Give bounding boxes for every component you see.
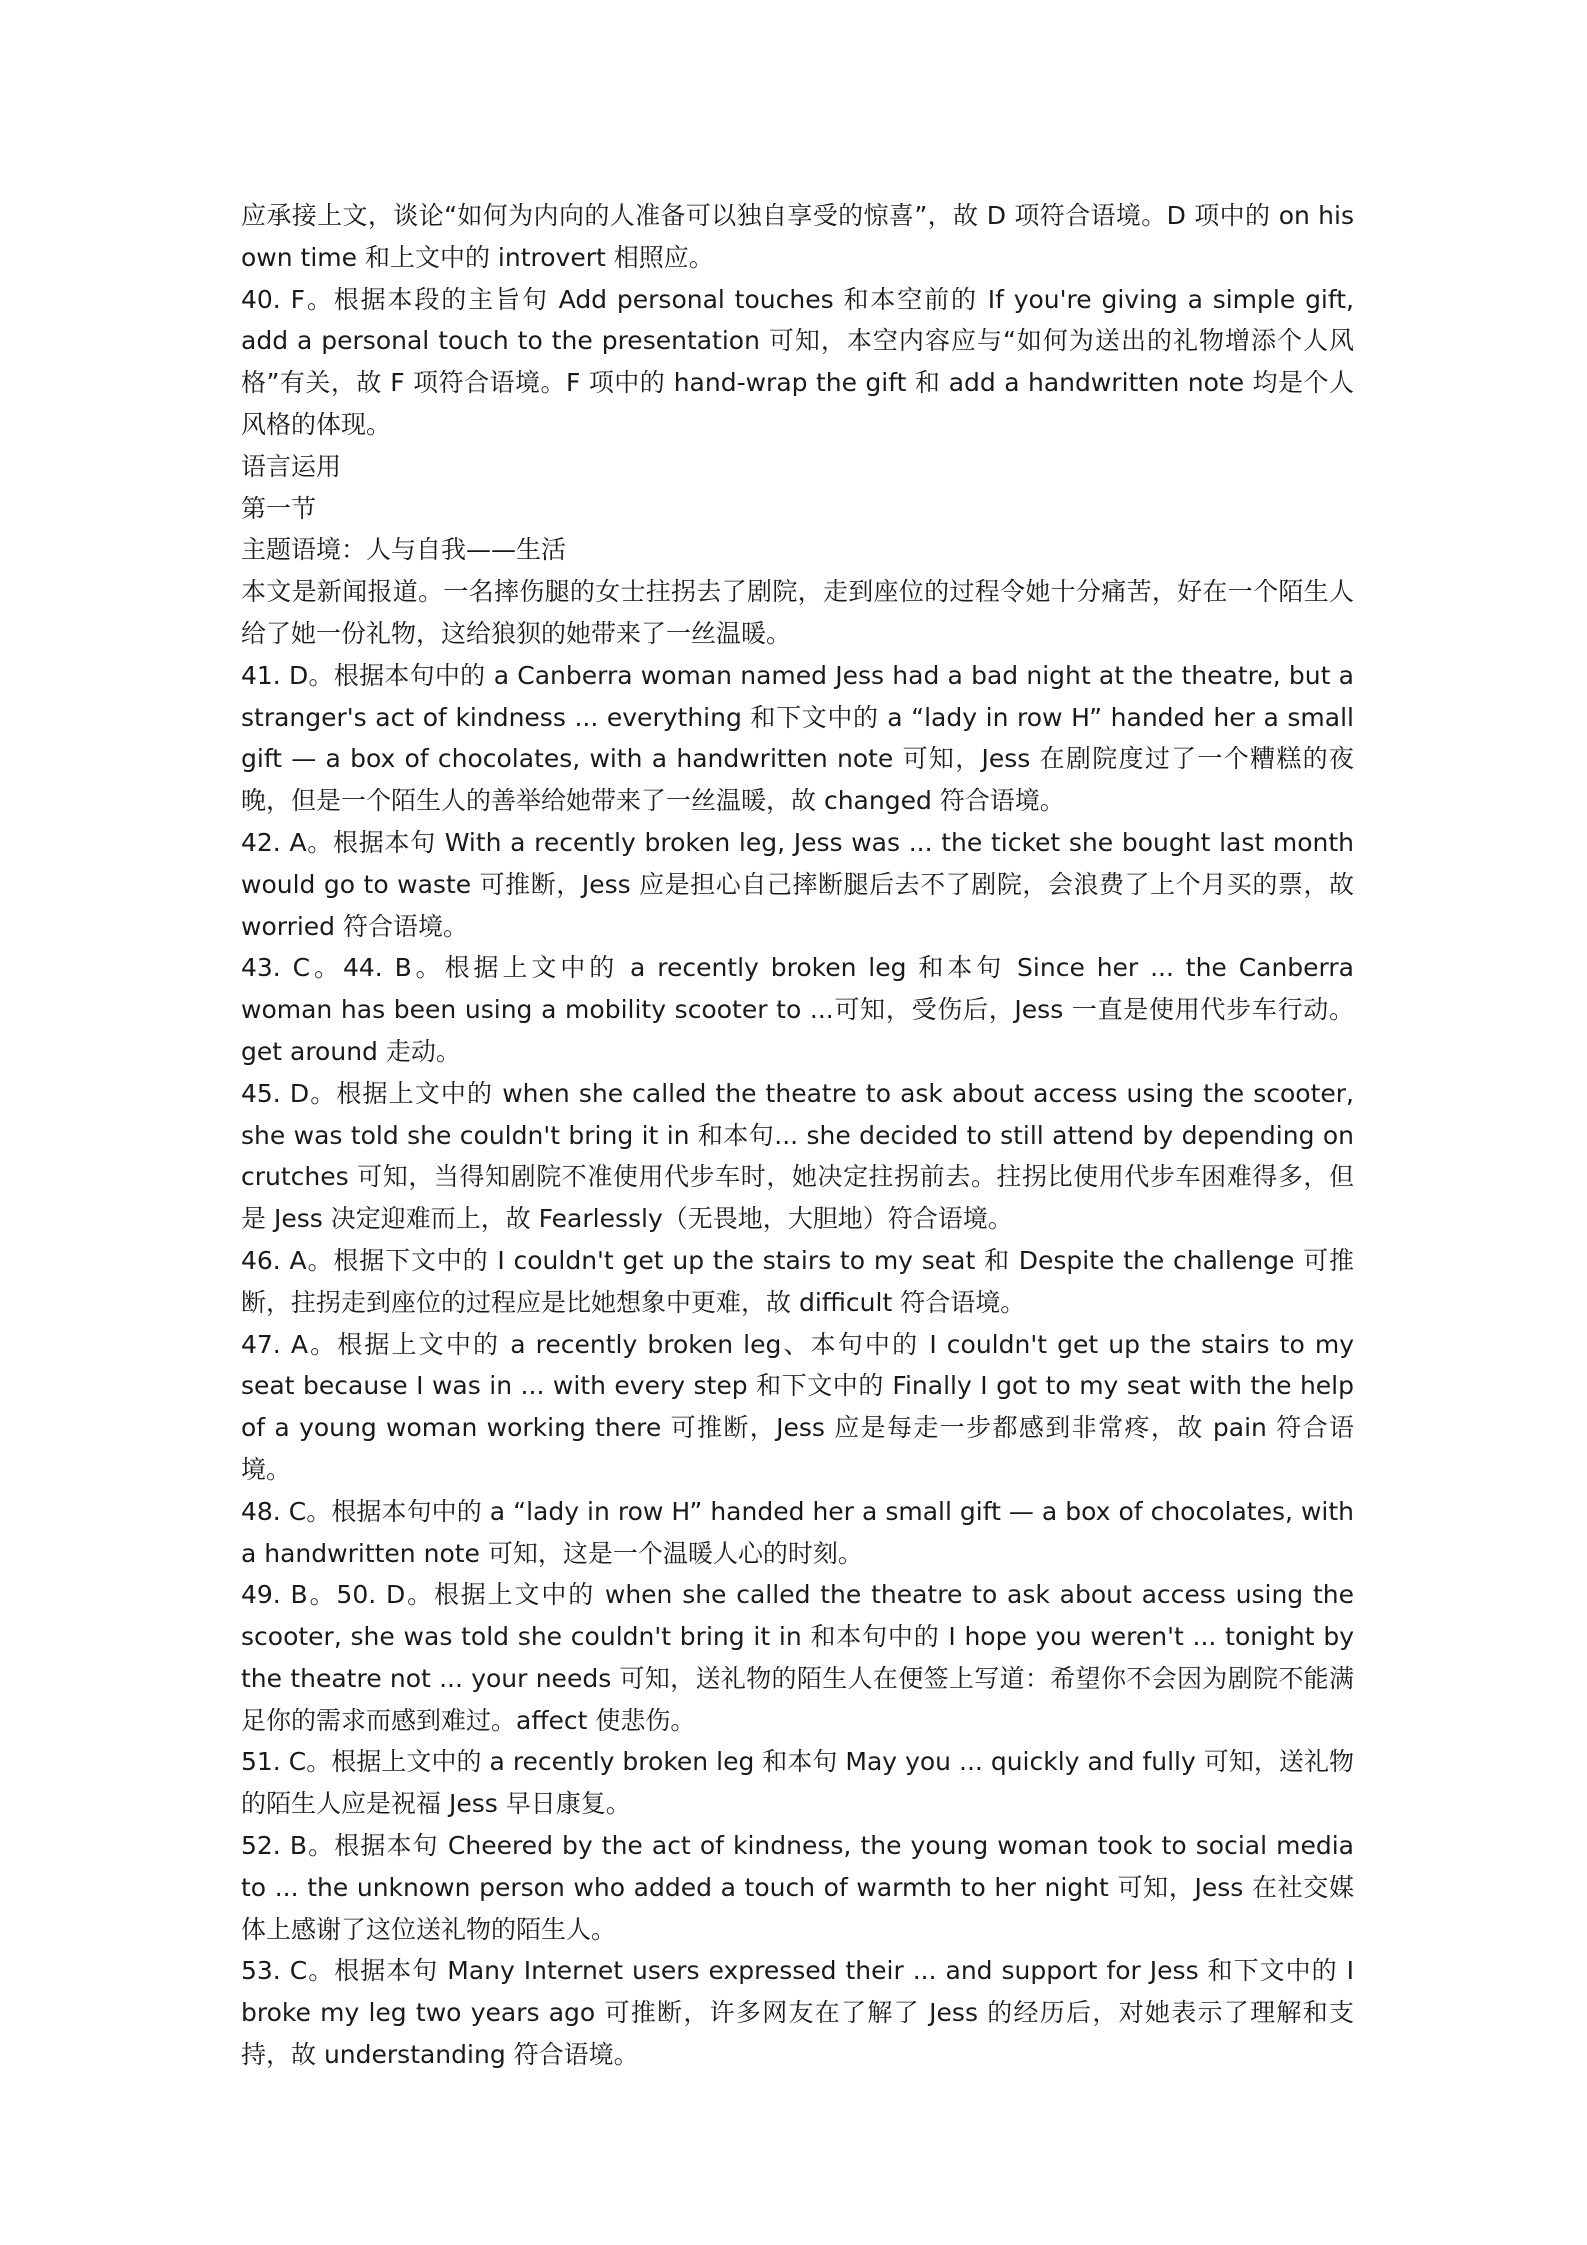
paragraph-answer-42: 42. A。根据本句 With a recently broken leg, Jess was ... the ticket she bought last month would go to waste 可推断，Jess 应是担心自己摔断腿后去不了剧院，会浪费了上个月买的票，故 worried 符合语境。: [241, 827, 1354, 941]
theme-context: 主题语境：人与自我——生活: [241, 535, 567, 565]
section-heading-language-use: 语言运用: [241, 451, 342, 481]
paragraph-continuation: 应承接上文，谈论“如何为内向的人准备可以独自享受的惊喜”，故 D 项符合语境。D 项中的 on his own time 和上文中的 introvert 相照应。: [241, 201, 1354, 272]
paragraph-answer-47: 47. A。根据上文中的 a recently broken leg、本句中的 I couldn't get up the stairs to my seat because I was in ... with every step 和下文中的 Finally I got to my seat with the help of a young woman working there 可推断，Jess 应是每走一步都感到非常疼，故 pain 符合语境。: [241, 1329, 1354, 1484]
passage-summary: 本文是新闻报道。一名摔伤腿的女士拄拐去了剧院，走到座位的过程令她十分痛苦，好在一个陌生人给了她一份礼物，这给狼狈的她带来了一丝温暖。: [241, 577, 1354, 648]
paragraph-answer-43-44: 43. C。44. B。根据上文中的 a recently broken leg 和本句 Since her ... the Canberra woman has been using a mobility scooter to ...可知，受伤后，Jess 一直是使用代步车行动。get around 走动。: [241, 953, 1354, 1066]
paragraph-answer-49-50: 49. B。50. D。根据上文中的 when she called the theatre to ask about access using the scooter, she was told she couldn't bring it in 和本句中的 I hope you weren't ... tonight by the theatre not ... your needs 可知，送礼物的陌生人在便签上写道：希望你不会因为剧院不能满足你的需求而感到难过。affect 使悲伤。: [241, 1580, 1354, 1735]
paragraph-answer-45: 45. D。根据上文中的 when she called the theatre to ask about access using the scooter, she was told she couldn't bring it in 和本句... she decided to still attend by depending on crutches 可知，当得知剧院不准使用代步车时，她决定拄拐前去。拄拐比使用代步车困难得多，但是 Jess 决定迎难而上，故 Fearlessly（无畏地，大胆地）符合语境。: [241, 1078, 1354, 1234]
answer-explanation-text: [241, 195, 1354, 2076]
paragraph-answer-51: 51. C。根据上文中的 a recently broken leg 和本句 May you ... quickly and fully 可知，送礼物的陌生人应是祝福 Jess 早日康复。: [241, 1747, 1354, 1819]
paragraph-answer-40: 40. F。根据本段的主旨句 Add personal touches 和本空前的 If you're giving a simple gift, add a personal touch to the presentation 可知，本空内容应与“如何为送出的礼物增添个人风格”有关，故 F 项符合语境。F 项中的 hand-wrap the gift 和 add a handwritten note 均是个人风格的体现。: [241, 284, 1354, 439]
section-heading-part-one: 第一节: [241, 493, 317, 523]
paragraph-answer-52: 52. B。根据本句 Cheered by the act of kindness, the young woman took to social media to ... the unknown person who added a touch of warmth to her night 可知，Jess 在社交媒体上感谢了这位送礼物的陌生人。: [241, 1831, 1354, 1944]
paragraph-answer-46: 46. A。根据下文中的 I couldn't get up the stairs to my seat 和 Despite the challenge 可推断，拄拐走到座位的过程应是比她想象中更难，故 difficult 符合语境。: [241, 1245, 1354, 1317]
paragraph-answer-48: 48. C。根据本句中的 a “lady in row H” handed her a small gift — a box of chocolates, with a handwritten note 可知，这是一个温暖人心的时刻。: [241, 1496, 1354, 1568]
paragraph-answer-53: 53. C。根据本句 Many Internet users expressed their ... and support for Jess 和下文中的 I broke my leg two years ago 可推断，许多网友在了解了 Jess 的经历后，对她表示了理解和支持，故 understanding 符合语境。: [241, 1956, 1354, 2070]
paragraph-answer-41: 41. D。根据本句中的 a Canberra woman named Jess had a bad night at the theatre, but a stranger's act of kindness ... everything 和下文中的 a “lady in row H” handed her a small gift — a box of chocolates, with a handwritten note 可知，Jess 在剧院度过了一个糟糕的夜晚，但是一个陌生人的善举给她带来了一丝温暖，故 changed 符合语境。: [241, 660, 1354, 816]
